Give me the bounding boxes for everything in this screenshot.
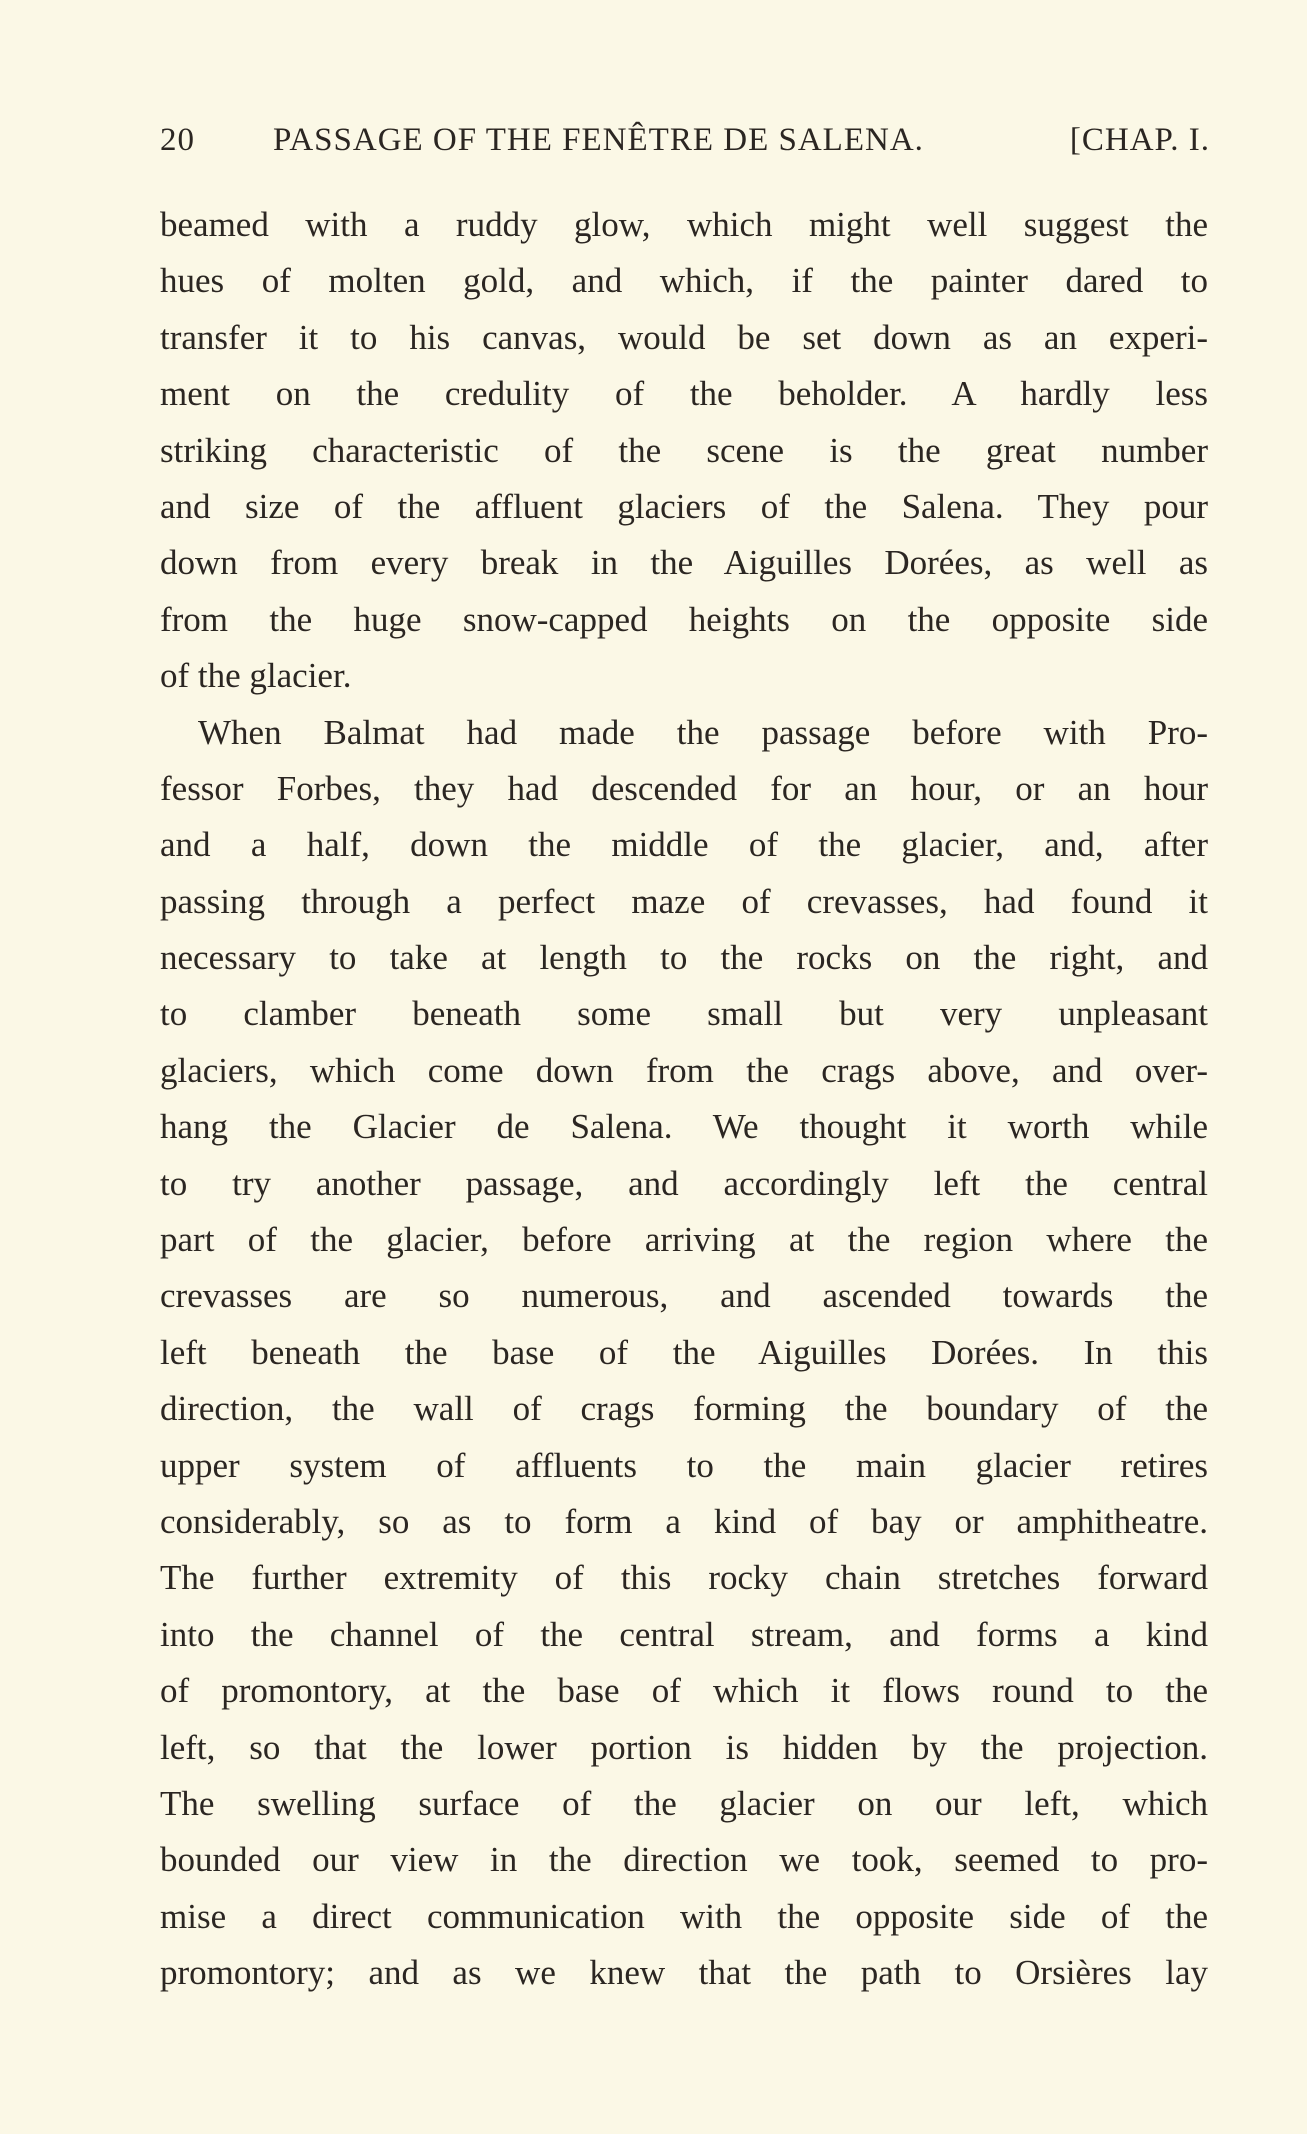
text-line: from the huge snow-capped heights on the opposite side xyxy=(160,599,1208,639)
text-line: transfer it to his canvas, would be set down as an experi- xyxy=(160,317,1208,357)
text-line: and size of the affluent glaciers of the Salena. They pour xyxy=(160,486,1208,526)
text-line: of the glacier. xyxy=(160,656,352,696)
body-text xyxy=(160,197,1208,2002)
text-line: crevasses are so numerous, and ascended towards the xyxy=(160,1276,1208,1316)
text-line: hang the Glacier de Salena. We thought it worth while xyxy=(160,1107,1208,1147)
text-line: part of the glacier, before arriving at the region where the xyxy=(160,1220,1208,1260)
text-line: promontory; and as we knew that the path to Orsières lay xyxy=(160,1953,1208,1993)
text-line: striking characteristic of the scene is the great number xyxy=(160,430,1208,470)
running-head xyxy=(160,122,1210,166)
text-line: glaciers, which come down from the crags above, and over- xyxy=(160,1050,1208,1090)
text-line: left, so that the lower portion is hidden by the projection. xyxy=(160,1727,1208,1767)
text-line: bounded our view in the direction we took, seemed to pro- xyxy=(160,1840,1208,1880)
text-line: When Balmat had made the passage before with Pro- xyxy=(198,712,1208,752)
text-line: to clamber beneath some small but very unpleasant xyxy=(160,994,1208,1034)
text-line: to try another passage, and accordingly left the central xyxy=(160,1163,1208,1203)
text-line: into the channel of the central stream, and forms a kind xyxy=(160,1614,1208,1654)
text-line: The swelling surface of the glacier on our left, which xyxy=(160,1783,1208,1823)
text-line: upper system of affluents to the main glacier retires xyxy=(160,1445,1208,1485)
page-number: 20 xyxy=(160,122,195,158)
text-line: mise a direct communication with the opposite side of the xyxy=(160,1896,1208,1936)
text-line: and a half, down the middle of the glacier, and, after xyxy=(160,825,1208,865)
text-line: down from every break in the Aiguilles Dorées, as well as xyxy=(160,543,1208,583)
text-line: direction, the wall of crags forming the boundary of the xyxy=(160,1389,1208,1429)
text-line: considerably, so as to form a kind of bay or amphitheatre. xyxy=(160,1501,1208,1541)
text-line: passing through a perfect maze of crevasses, had found it xyxy=(160,881,1208,921)
running-title: PASSAGE OF THE FENÊTRE DE SALENA. xyxy=(273,122,924,158)
text-line: of promontory, at the base of which it flows round to the xyxy=(160,1671,1208,1711)
text-line: left beneath the base of the Aiguilles Dorées. In this xyxy=(160,1332,1208,1372)
text-line: hues of molten gold, and which, if the painter dared to xyxy=(160,261,1208,301)
text-line: fessor Forbes, they had descended for an hour, or an hour xyxy=(160,768,1208,808)
text-line: beamed with a ruddy glow, which might well suggest the xyxy=(160,205,1208,244)
text-line: necessary to take at length to the rocks on the right, and xyxy=(160,938,1208,978)
chapter-reference: [CHAP. I. xyxy=(1069,122,1210,158)
text-line: ment on the credulity of the beholder. A hardly less xyxy=(160,374,1208,414)
text-line: The further extremity of this rocky chain stretches forward xyxy=(160,1558,1208,1598)
